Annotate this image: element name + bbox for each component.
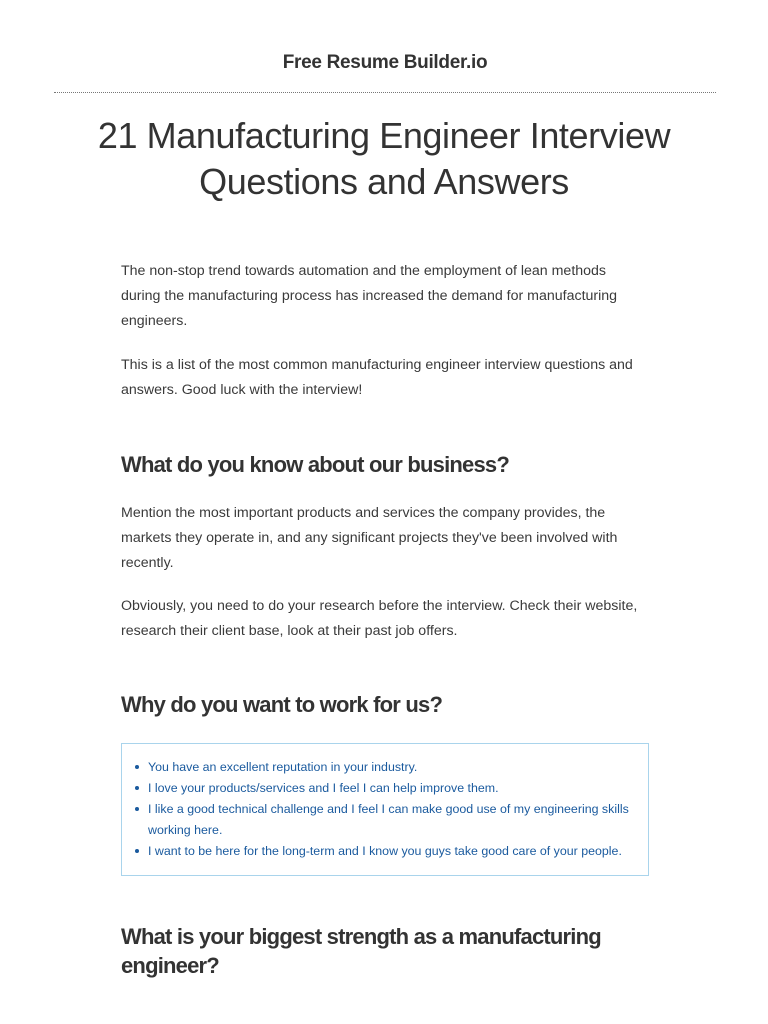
- sample-answer-text: I like a good technical challenge and I feel I can make good use of my engineering skills working here.: [148, 802, 629, 837]
- site-logo-link[interactable]: Free Resume Builder.io: [282, 52, 488, 73]
- sample-answer-text: I love your products/services and I feel I can help improve them.: [148, 781, 499, 795]
- page-title-line-2: Questions and Answers: [199, 161, 569, 202]
- bullet-icon: [135, 765, 139, 769]
- site-header: [54, 0, 716, 93]
- section-heading-business: What do you know about our business?: [121, 452, 509, 477]
- section-business-paragraph-1: Mention the most important products and services the company provides, the markets they operate in, and any significant projects they've been involved with recently.: [121, 505, 618, 571]
- sample-answer-item: [148, 778, 634, 799]
- section-heading-strength: What is your biggest strength as a manufacturing engineer?: [121, 924, 601, 978]
- bullet-icon: [135, 849, 139, 853]
- bullet-icon: [135, 786, 139, 790]
- sample-answer-item: [148, 757, 634, 778]
- intro-paragraph-2: This is a list of the most common manufacturing engineer interview questions and answers. Good luck with the interview!: [121, 357, 633, 398]
- bullet-icon: [135, 807, 139, 811]
- sample-answer-text: I want to be here for the long-term and I know you guys take good care of your people.: [148, 844, 622, 858]
- page-title-line-1: 21 Manufacturing Engineer Interview: [97, 115, 671, 156]
- sample-answers-box: [121, 743, 649, 876]
- intro-paragraph-1: The non-stop trend towards automation and the employment of lean methods during the manufacturing process has increased the demand for manufacturing engineers.: [121, 263, 618, 329]
- page-title: [40, 113, 728, 205]
- sample-answer-item: [148, 841, 634, 862]
- section-business-paragraph-2: Obviously, you need to do your research before the interview. Check their website, research their client base, look at their past job offers.: [121, 598, 638, 639]
- sample-answer-item: [148, 799, 634, 841]
- sample-answers-list: [130, 757, 634, 862]
- sample-answer-text: You have an excellent reputation in your industry.: [148, 760, 418, 774]
- section-heading-why-us: Why do you want to work for us?: [121, 692, 443, 717]
